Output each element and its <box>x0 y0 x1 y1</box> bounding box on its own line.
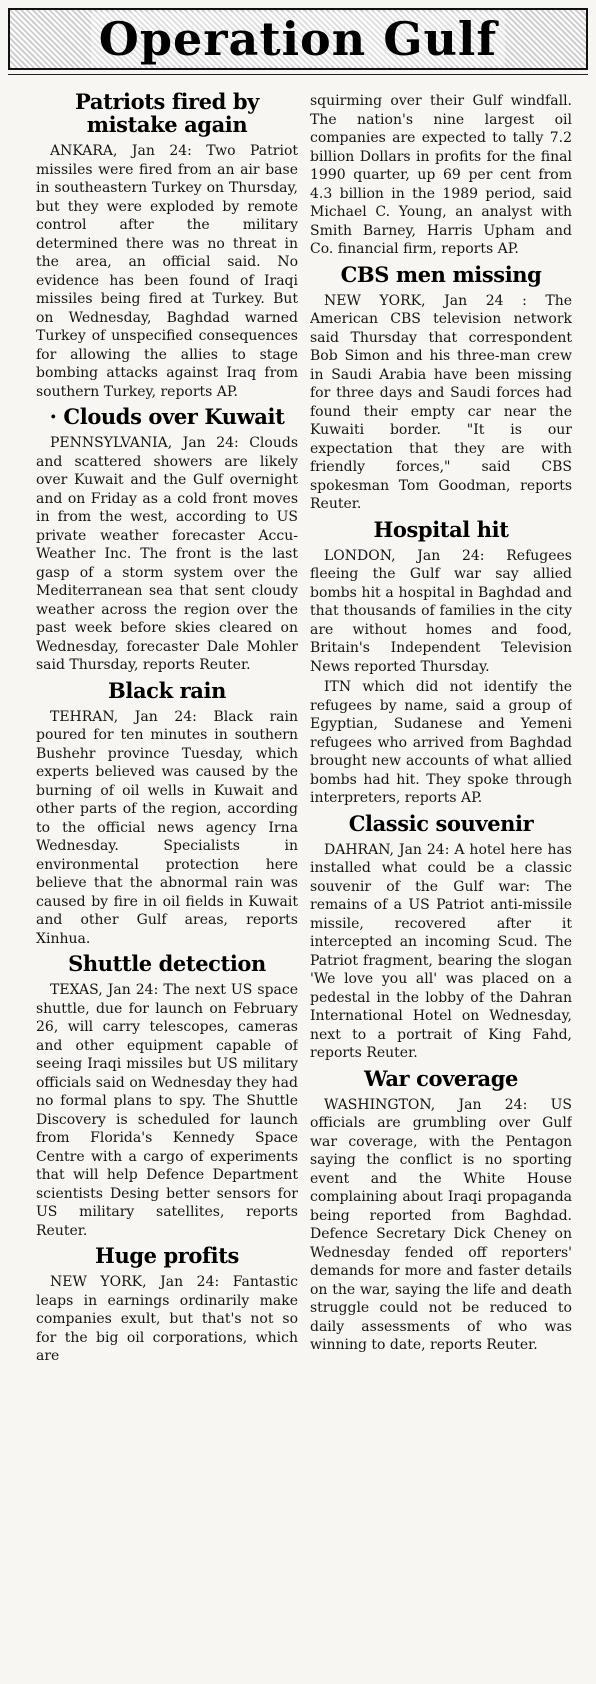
left-column <box>36 86 298 1672</box>
article-headline: Hospital hit <box>373 516 509 542</box>
article <box>36 405 298 675</box>
masthead-rule <box>8 74 588 75</box>
article-headline: · Clouds over Kuwait <box>49 404 285 429</box>
article-headline: War coverage <box>363 1065 518 1091</box>
article-paragraph: ITN which did not identify the refugees by name, said a group of Egyptian, Sudanese and Yemeni refugees who arrived from Baghdad brought new accounts of what allied bombs had hit. They spoke through interpreters, reports AP. <box>310 679 572 806</box>
masthead-banner <box>8 8 588 70</box>
article-paragraph: NEW YORK, Jan 24 : The American CBS television network said Thursday that correspondent Bob Simon and his three-man crew in Saudi Arabia have been missing for three days and Saudi forces had found their empty car near the Kuwaiti border. "It is our expectation that they are with friendly forces," said CBS spokesman Tom Goodman, reports Reuter. <box>310 292 572 512</box>
article <box>310 263 572 514</box>
masthead-title: Operation Gulf <box>91 12 505 66</box>
article-headline: Patriots fired by mistake again <box>75 89 259 137</box>
article <box>310 92 572 259</box>
article <box>310 1067 572 1355</box>
article-paragraph: WASHINGTON, Jan 24: US officials are grumbling over Gulf war coverage, with the Pentagon saying the conflict is no sporting event and the White House complaining about Iraqi propaganda being reported from Baghdad. Defence Secretary Dick Cheney on Wednesday fended off reporters' demands for more and faster details on the war, saying the life and death struggle could not be reduced to daily assessments of who was winning to date, reports Reuter. <box>310 1096 572 1353</box>
article-paragraph: NEW YORK, Jan 24: Fantastic leaps in earnings ordinarily make companies exult, but that's not so for the big oil corporations, which are <box>36 1274 298 1364</box>
article-headline: CBS men missing <box>340 261 542 287</box>
article-paragraph: LONDON, Jan 24: Refugees fleeing the Gulf war say allied bombs hit a hospital in Baghdad and that thousands of families in the city are without homes and food, Britain's Independent Television News reported Thursday. <box>310 547 572 675</box>
article-headline: Shuttle detection <box>68 951 266 976</box>
article-paragraph: DAHRAN, Jan 24: A hotel here has installed what could be a classic souvenir of the Gulf war: The remains of a US Patriot anti-missile missile, recovered after it intercepted an incoming Scud. The Patriot fragment, bearing the slogan 'We love you all' was placed on a pedestal in the lobby of the Dahran International Hotel on Wednesday, next to a portrait of King Fahd, reports Reuter. <box>310 841 572 1061</box>
article <box>36 1244 298 1366</box>
article-headline: Classic souvenir <box>348 810 534 836</box>
right-column <box>310 92 572 1672</box>
article-headline: Black rain <box>108 677 226 703</box>
article-paragraph: TEHRAN, Jan 24: Black rain poured for ten minutes in southern Bushehr province Tuesday, which experts believed was caused by the burning of oil wells in Kuwait and other parts of the region, according to the official news agency Irna Wednesday. Specialists in environmental protection here believe that the abnormal rain was caused by fire in oil fields in Kuwait and other Gulf areas, reports Xinhua. <box>36 708 298 947</box>
article <box>310 812 572 1063</box>
article <box>310 518 572 808</box>
article-headline: Huge profits <box>95 1243 239 1268</box>
article-paragraph: ANKARA, Jan 24: Two Patriot missiles were fired from an air base in southeastern Turkey on Thursday, but they were exploded by remote control after the military determined there was no threat in the area, an official said. No evidence has been found of Iraqi missiles being fired at Turkey. But on Wednesday, Baghdad warned Turkey of unspecified consequences for allowing the allies to stage bombing attacks against Iraq from southern Turkey, reports AP. <box>36 143 298 400</box>
article-paragraph: PENNSYLVANIA, Jan 24: Clouds and scattered showers are likely over Kuwait and the Gulf overnight and on Friday as a cold front moves in from the west, according to US private weather forecaster Accu-Weather Inc. The front is the last gasp of a storm system over the Mediterranean sea that sent cloudy weather across the region over the past week before skies cleared on Wednesday, forecaster Dale Mohler said Thursday, reports Reuter. <box>36 435 298 673</box>
article-paragraph: squirming over their Gulf windfall. The nation's nine largest oil companies are expected to tally 7.2 billion Dollars in profits for the final 1990 quarter, up 69 per cent from 4.3 billion in the 1989 period, said Michael C. Young, an analyst with Smith Barney, Harris Upham and Co. financial firm, reports AP. <box>310 93 572 257</box>
article <box>36 90 298 401</box>
article <box>36 679 298 949</box>
article <box>36 952 298 1240</box>
article-paragraph: TEXAS, Jan 24: The next US space shuttle, due for launch on February 26, will carry telescopes, cameras and other equipment capable of seeing Iraqi missiles but US military officials said on Wednesday they had no formal plans to spy. The Shuttle Discovery is scheduled for launch from Florida's Kennedy Space Centre with a cargo of experiments that will help Defence Department scientists Desing better sensors for US military satellites, reports Reuter. <box>36 982 298 1239</box>
